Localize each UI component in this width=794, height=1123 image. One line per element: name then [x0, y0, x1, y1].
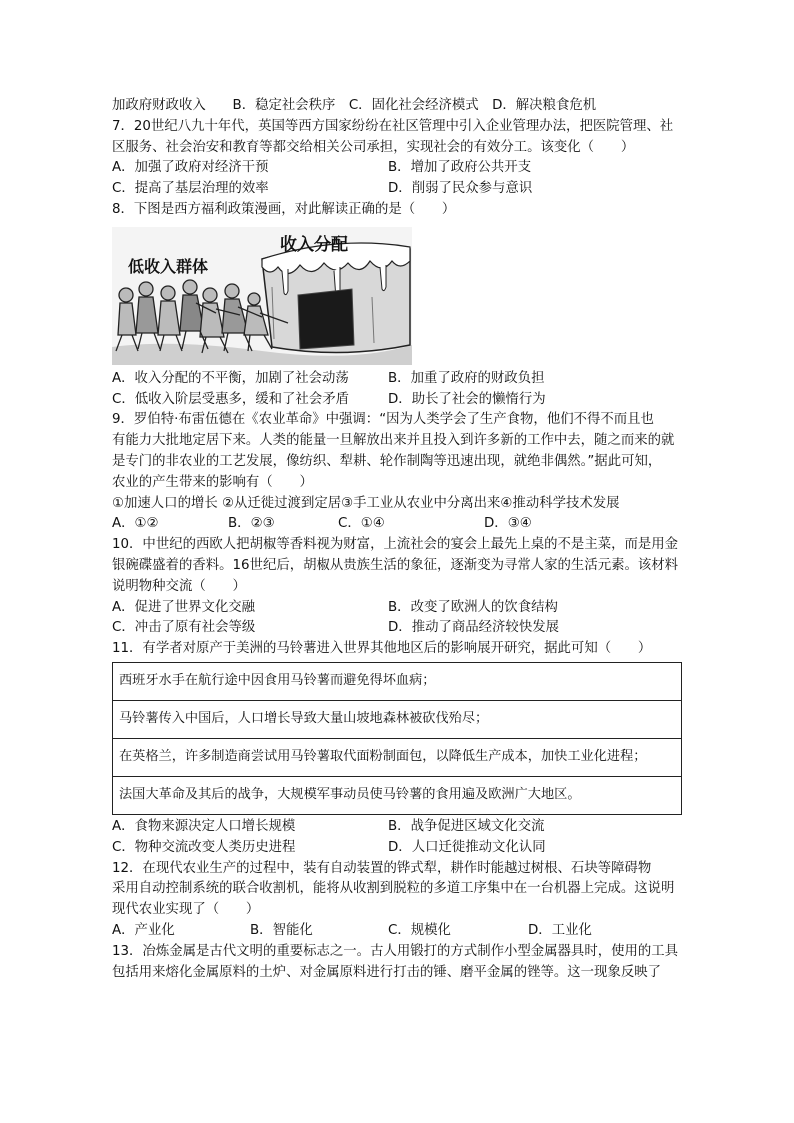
cartoon-label-income-distribution: 收入分配 — [280, 234, 348, 255]
q11-option-d[interactable]: D．人口迁徙推动文化认同 — [388, 839, 546, 855]
q9-option-a[interactable]: A．①② — [112, 516, 159, 532]
question-9 — [112, 410, 704, 535]
q10-option-c[interactable]: C．冲击了原有社会等级 — [112, 620, 256, 636]
q9-stem-line: 是专门的非农业的工艺发展，像纺织、犁耕、轮作制陶等迅速出现，就绝非偶然。”据此可知， — [112, 453, 662, 469]
q11-material-row: 马铃薯传入中国后，人口增长导致大量山坡地森林被砍伐殆尽； — [113, 700, 682, 738]
q11-material-row: 在英格兰，许多制造商尝试用马铃薯取代面粉制面包，以降低生产成本，加快工业化进程； — [113, 738, 682, 776]
q11-stem: 11．有学者对原产于美洲的马铃薯进入世界其他地区后的影响展开研究，据此可知（ ） — [112, 641, 652, 657]
cartoon-label-low-income-group: 低收入群体 — [128, 256, 209, 276]
q11-option-b[interactable]: B．战争促进区域文化交流 — [388, 818, 545, 834]
q11-option-c[interactable]: C．物种交流改变人类历史进程 — [112, 839, 296, 855]
q7-options-row — [112, 158, 704, 179]
q12-options-row — [112, 921, 704, 942]
q10-option-d[interactable]: D．推动了商品经济较快发展 — [388, 620, 559, 636]
q12-option-a[interactable]: A．产业化 — [112, 922, 175, 938]
cartoon-drawing — [112, 227, 412, 365]
q11-material-row: 法国大革命及其后的战争，大规模军事动员使马铃薯的食用遍及欧洲广大地区。 — [113, 776, 682, 814]
welfare-cartoon — [112, 227, 412, 365]
q9-option-b[interactable]: B．②③ — [228, 516, 275, 532]
q10-option-a[interactable]: A．促进了世界文化交融 — [112, 599, 256, 615]
q9-stem-line: 有能力大批地定居下来。人类的能量一旦解放出来并且投入到许多新的工作中去，随之而来的就 — [112, 433, 675, 449]
q12-option-d[interactable]: D．工业化 — [528, 922, 592, 938]
q9-items: ①加速人口的增长 ②从迁徙过渡到定居③手工业从农业中分离出来④推动科学技术发展 — [112, 495, 620, 511]
q8-option-c[interactable]: C．低收入阶层受惠多，缓和了社会矛盾 — [112, 391, 349, 407]
q10-stem-line: 10．中世纪的西欧人把胡椒等香料视为财富，上流社会的宴会上最先上桌的不是主菜，而是用金 — [112, 537, 679, 553]
q9-option-c[interactable]: C．①④ — [338, 516, 385, 532]
q12-stem-line: 现代农业实现了（ ） — [112, 902, 260, 918]
q9-stem-line: 9．罗伯特·布雷伍德在《农业革命》中强调：“因为人类学会了生产食物，他们不得不而且也 — [112, 412, 654, 428]
q10-options-row — [112, 598, 704, 619]
exam-content — [112, 96, 704, 983]
q10-options-row — [112, 618, 704, 639]
q13-stem-line: 包括用来熔化金属原料的土炉、对金属原料进行打击的锤、磨平金属的锉等。这一现象反映了 — [112, 964, 662, 980]
q7-option-d[interactable]: D．削弱了民众参与意识 — [388, 181, 533, 197]
q12-option-c[interactable]: C．规模化 — [388, 922, 451, 938]
q8-option-b[interactable]: B．加重了政府的财政负担 — [388, 370, 545, 386]
q9-options-row — [112, 514, 704, 535]
q7-option-a[interactable]: A．加强了政府对经济干预 — [112, 160, 269, 176]
q6-options: 加政府财政收入 B．稳定社会秩序 C．固化社会经济模式 D．解决粮食危机 — [112, 98, 597, 113]
q13-stem-line: 13．冶炼金属是古代文明的重要标志之一。古人用锻打的方式制作小型金属器具时，使用的工具 — [112, 943, 679, 959]
q7-options-row — [112, 179, 704, 200]
q8-option-d[interactable]: D．助长了社会的懒惰行为 — [388, 391, 546, 407]
q12-stem-line: 采用自动控制系统的联合收割机，能将从收割到脱粒的多道工序集中在一台机器上完成。这说明 — [112, 881, 675, 897]
q11-options-row — [112, 838, 704, 859]
q7-option-b[interactable]: B．增加了政府公共开支 — [388, 160, 532, 176]
question-11 — [112, 639, 704, 858]
q10-option-b[interactable]: B．改变了欧洲人的饮食结构 — [388, 599, 558, 615]
q12-option-b[interactable]: B．智能化 — [250, 922, 313, 938]
question-10 — [112, 535, 704, 639]
q8-options-row — [112, 390, 704, 411]
q7-option-c[interactable]: C．提高了基层治理的效率 — [112, 181, 269, 197]
question-7 — [112, 117, 704, 200]
q8-stem: 8．下图是西方福利政策漫画，对此解读正确的是（ ） — [112, 201, 456, 217]
q11-material-row: 西班牙水手在航行途中因食用马铃薯而避免得坏血病； — [113, 662, 682, 700]
q12-stem-line: 12．在现代农业生产的过程中，装有自动装置的铧式犁，耕作时能越过树根、石块等障碍物 — [112, 860, 652, 876]
q7-stem-line: 区服务、社会治安和教育等都交给相关公司承担，实现社会的有效分工。该变化（ ） — [112, 139, 635, 155]
q9-option-d[interactable]: D．③④ — [484, 516, 532, 532]
q8-option-a[interactable]: A．收入分配的不平衡，加剧了社会动荡 — [112, 370, 349, 386]
q9-stem-line: 农业的产生带来的影响有（ ） — [112, 474, 313, 490]
q11-material-table — [112, 662, 682, 815]
question-8 — [112, 200, 704, 410]
q10-stem-line: 说明物种交流（ ） — [112, 578, 246, 594]
q10-stem-line: 银碗碟盛着的香料。16世纪后，胡椒从贵族生活的象征，逐渐变为寻常人家的生活元素。该材料 — [112, 557, 679, 573]
q11-option-a[interactable]: A．食物来源决定人口增长规模 — [112, 818, 296, 834]
question-12 — [112, 859, 704, 942]
q7-stem-line: 7．20世纪八九十年代，英国等西方国家纷纷在社区管理中引入企业管理办法，把医院管理、社 — [112, 118, 674, 134]
q11-options-row — [112, 817, 704, 838]
question-13 — [112, 942, 704, 984]
q8-options-row — [112, 369, 704, 390]
